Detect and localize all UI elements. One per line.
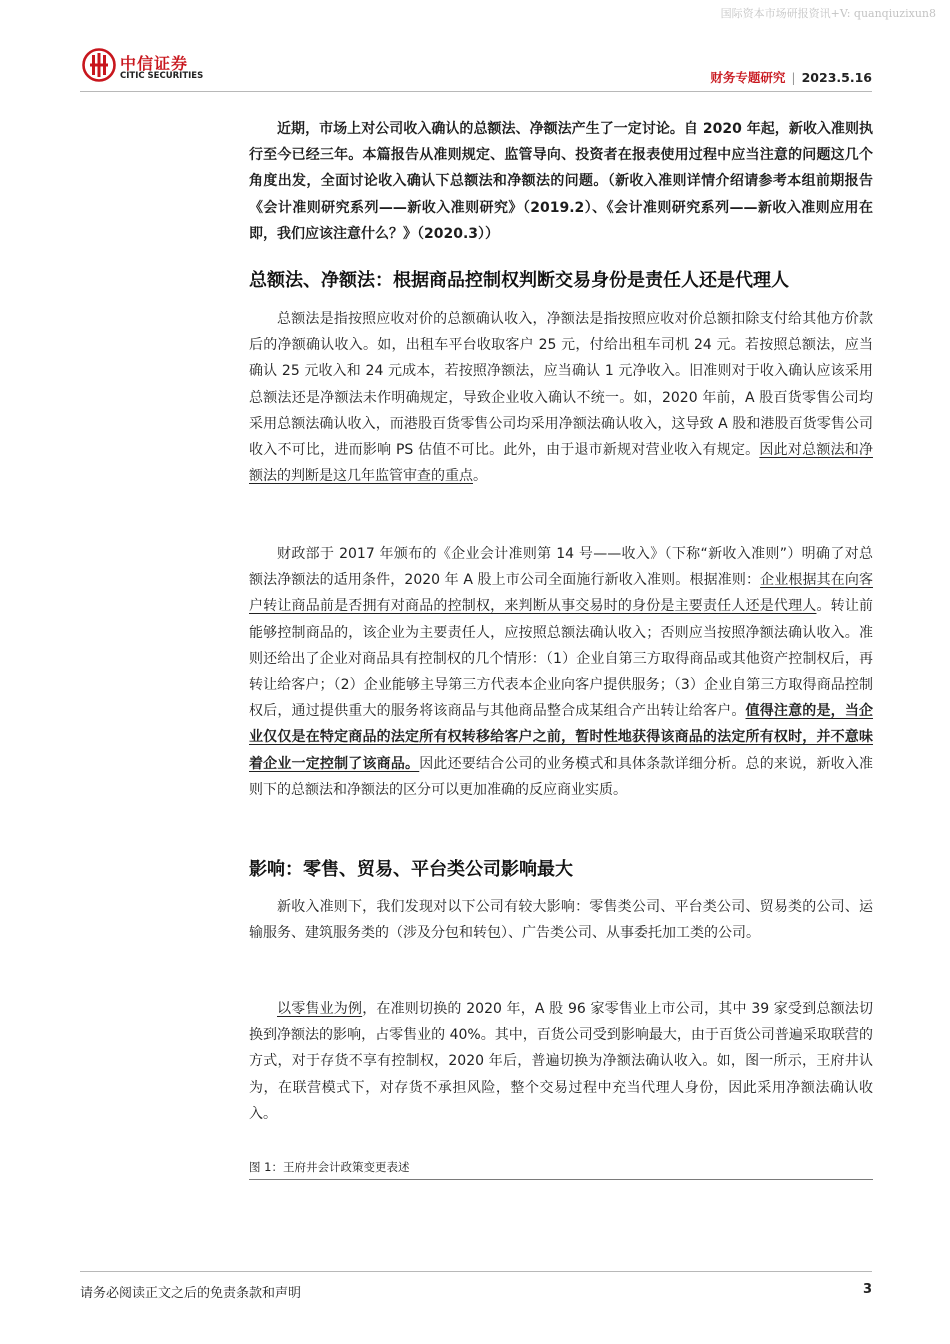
s1-p2-underlined: 企业根据其在向客户转让商品前是否拥有对商品的控制权，来判断从事交易时的身份是主要责任人还是代理人 (249, 572, 873, 615)
s1-p1-underlined: 因此对总额法和净额法的判断是这几年监管审查的重点 (249, 442, 873, 485)
header-separator: | (791, 70, 796, 85)
lead-text: 近期，市场上对公司收入确认的总额法、净额法产生了一定讨论。自 2020 年起，新收入准则执行至今已经三年。本篇报告从准则规定、监管导向、投资者在报表使用过程中应当注意的问题这几个角度出发，全面讨论收入确认下总额法和净额法的问题。（新收入准则详情介绍请参考本组前期报告《会计准则研究系列——新收入准则研究》（2019.2）、《会计准则研究系列——新收入准则应用在即，我们应该注意什么？》（2020.3）） (249, 121, 873, 242)
section2-heading: 影响：零售、贸易、平台类公司影响最大 (249, 859, 573, 880)
citic-logo (82, 48, 212, 84)
s2-p2-text: ，在准则切换的 2020 年，A 股 96 家零售业上市公司，其中 39 家受到总额法切换到净额法的影响，占零售业的 40%。其中，百货公司受到影响最大，由于百货公司普遍采取联营的方式，对于存货不享有控制权，2020 年后，普遍切换为净额法确认收入。如，图一所示，王府井认为，在联营模式下，对存货不承担风险，整个交易过程中充当代理人身份，因此采用净额法确认收入。 (249, 1001, 873, 1122)
logo-english-name: CITIC SECURITIES (120, 71, 204, 81)
s1-p2-text: 财政部于 2017 年颁布的《企业会计准则第 14 号——收入》（下称“新收入准则”）明确了对总额法净额法的适用条件，2020 年 A 股上市公司全面施行新收入准则。根据准则： (249, 546, 873, 589)
s2-p1-text: 新收入准则下，我们发现对以下公司有较大影响：零售类公司、平台类公司、贸易类的公司、运输服务、建筑服务类的（涉及分包和转包）、广告类公司、从事委托加工类的公司。 (249, 899, 873, 942)
section1-paragraph-2 (249, 541, 873, 803)
figure-divider (249, 1179, 873, 1180)
figure-title: 图 1：王府井会计政策变更表述 (249, 1160, 410, 1174)
citic-emblem-icon (82, 48, 116, 82)
s1-p2-bold-underlined: 值得注意的是，当企业仅仅是在特定商品的法定所有权转移给客户之前，暂时性地获得该商品的法定所有权时，并不意味着企业一定控制了该商品。 (249, 703, 874, 772)
page-number: 3 (862, 1282, 872, 1297)
report-header-info (710, 68, 872, 86)
section1-paragraph-1 (249, 306, 873, 489)
logo-chinese-name: 中信证券 (120, 54, 189, 73)
s1-p1-end: 。 (473, 468, 487, 485)
watermark-text: 国际资本市场研报资讯+V: quanqiuzixun8 (720, 7, 936, 20)
s1-p2-end: 因此还要结合公司的业务模式和具体条款详细分析。总的来说，新收入准则下的总额法和净额法的区分可以更加准确的反应商业实质。 (249, 755, 873, 798)
footer-disclaimer: 请务必阅读正文之后的免责条款和声明 (80, 1286, 302, 1301)
s2-p2-underlined: 以零售业为例 (277, 1001, 363, 1017)
footer-divider (80, 1271, 872, 1272)
section1-heading: 总额法、净额法：根据商品控制权判断交易身份是责任人还是代理人 (249, 270, 789, 291)
section2-paragraph-1 (249, 894, 873, 946)
s1-p1-text: 总额法是指按照应收对价的总额确认收入，净额法是指按照应收对价总额扣除支付给其他方价款后的净额确认收入。如，出租车平台收取客户 25 元，付给出租车司机 24 元。若按照总额法，应当确认 25 元收入和 24 元成本，若按照净额法，应当确认 1 元净收入。旧准则对于收入确认应该采用总额法还是净额法未作明确规定，导致企业收入确认不统一。如，2020 年前，A 股百货零售公司均采用总额法确认收入，而港股百货零售公司均采用净额法确认收入，这导致 A 股和港股百货零售公司收入不可比，进而影响 PS 估值不可比。此外，由于退市新规对营业收入有规定。 (249, 311, 873, 459)
section2-paragraph-2 (249, 996, 873, 1127)
report-date: 2023.5.16 (801, 70, 872, 85)
report-category: 财务专题研究 (710, 70, 786, 85)
lead-paragraph (249, 116, 873, 247)
header-divider (80, 91, 872, 92)
s1-p2-mid: 。转让前能够控制商品的，该企业为主要责任人，应按照总额法确认收入；否则应当按照净额法确认收入。准则还给出了企业对商品具有控制权的几个情形：（1）企业自第三方取得商品或其他资产控制权后，再转让给客户；（2）企业能够主导第三方代表本企业向客户提供服务；（3）企业自第三方取得商品控制权后，通过提供重大的服务将该商品与其他商品整合成某组合产出转让给客户。 (249, 598, 874, 720)
